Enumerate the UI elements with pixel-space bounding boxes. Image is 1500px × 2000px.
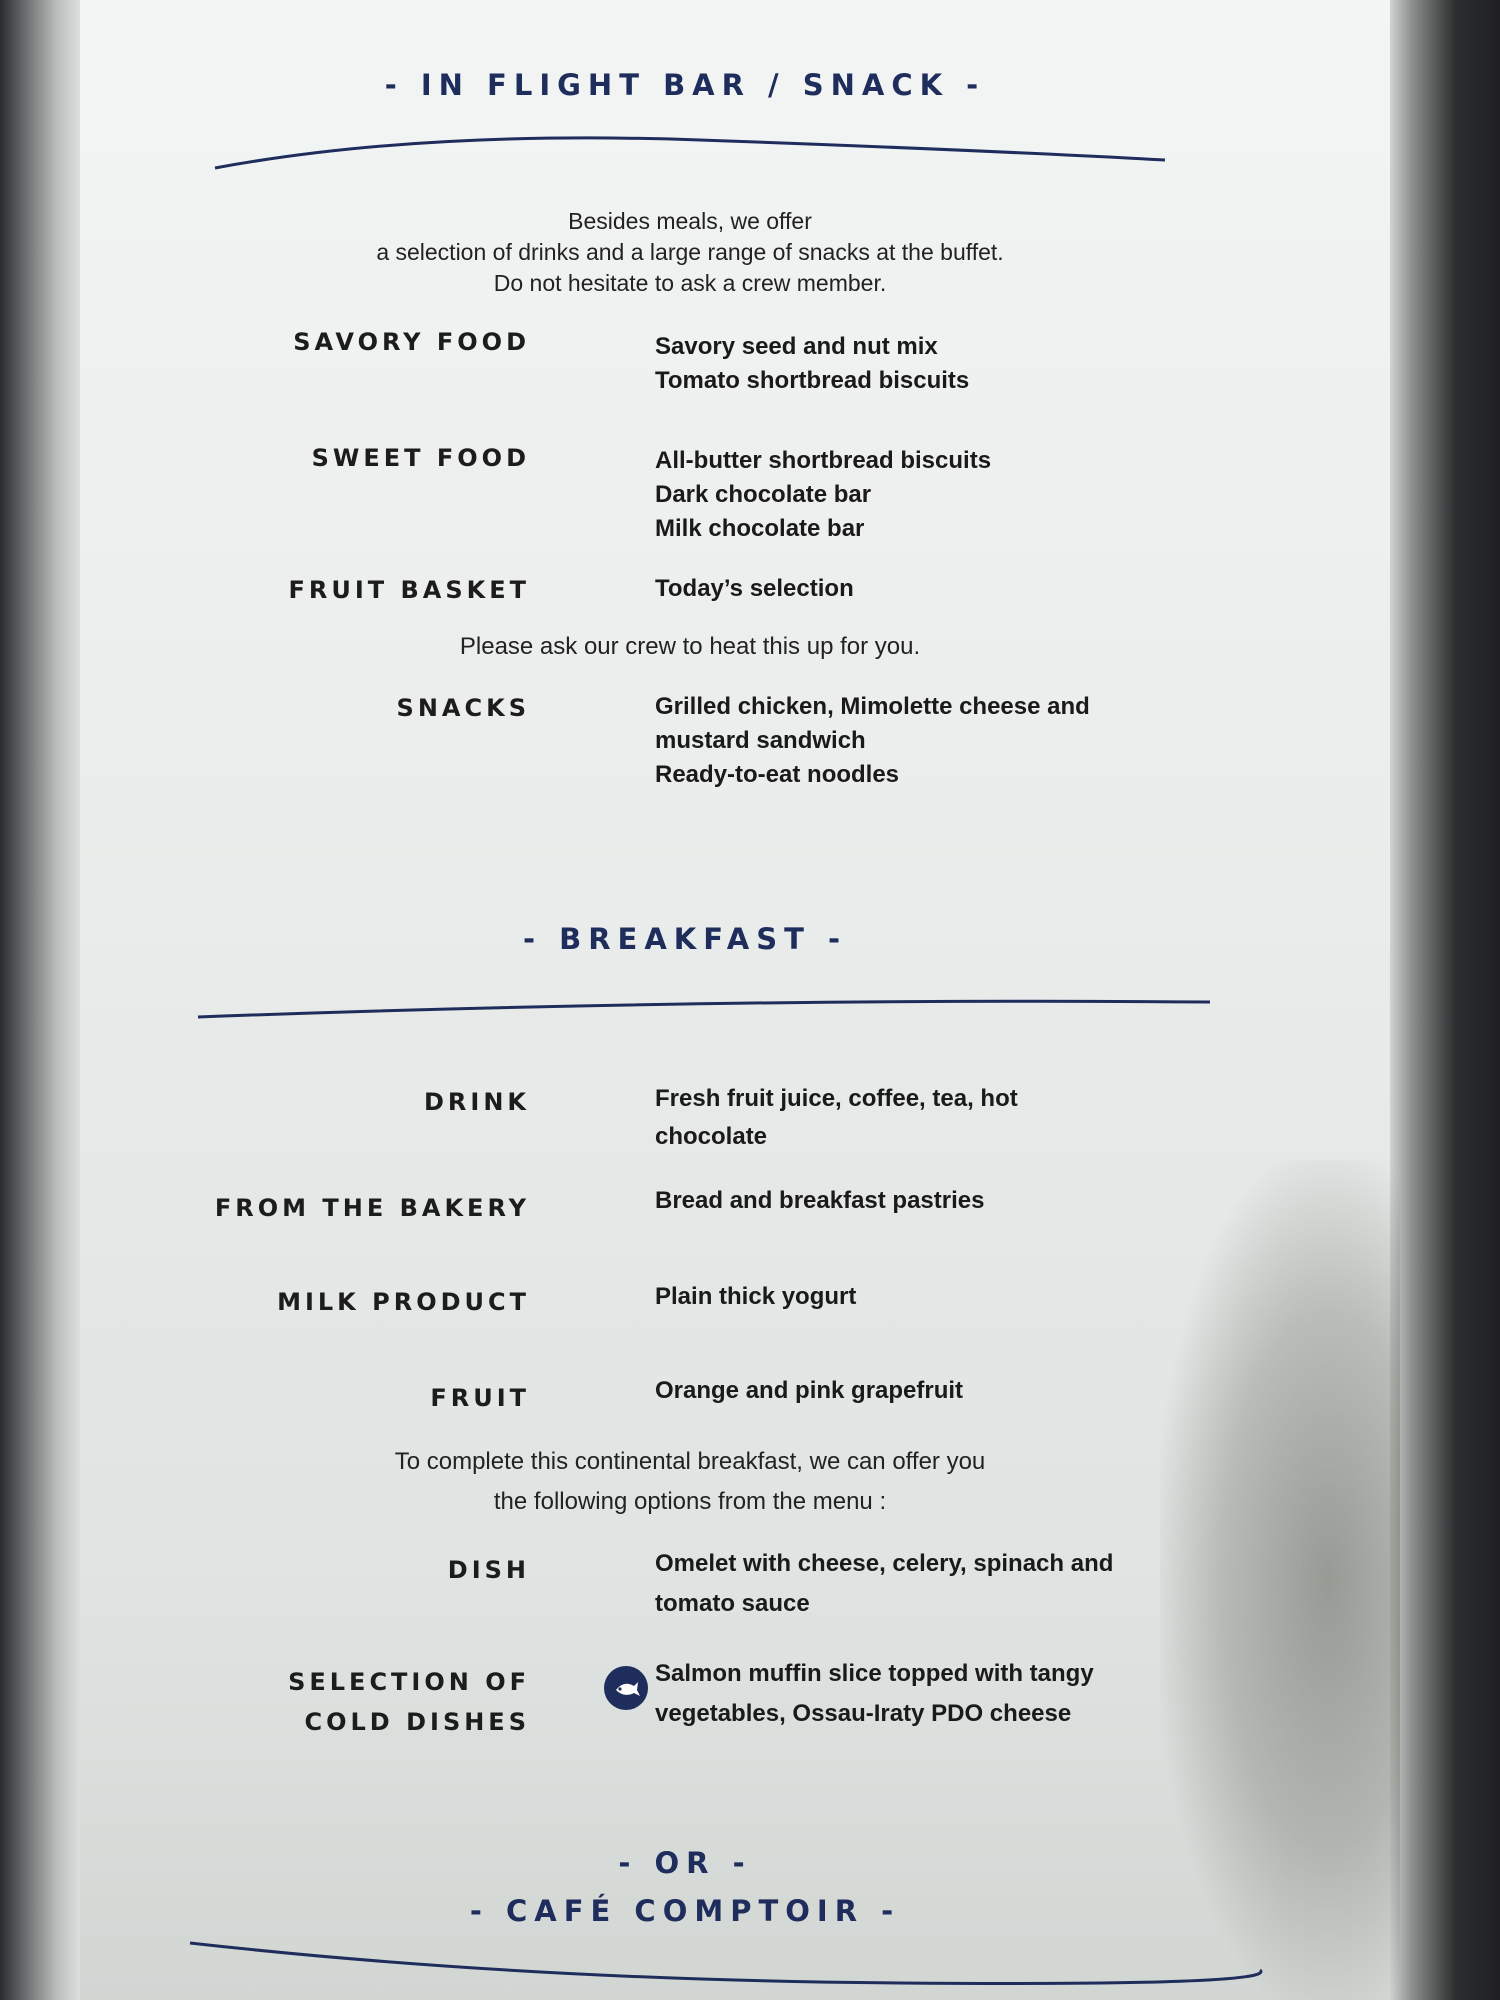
category-label: DISH [447, 1556, 530, 1584]
category-label: DRINK [423, 1088, 530, 1116]
menu-item: Milk chocolate bar [655, 515, 865, 542]
menu-item: Today’s selection [655, 575, 854, 602]
category-items [655, 1080, 1215, 1156]
category-items [655, 330, 1215, 398]
category-label-line: COLD DISHES [304, 1708, 530, 1736]
category-label: SNACKS [396, 694, 530, 722]
menu-item: Salmon muffin slice topped with tangy [655, 1660, 1094, 1687]
options-note [240, 1442, 1140, 1522]
category-items [655, 1654, 1215, 1734]
menu-item: tomato sauce [655, 1590, 810, 1617]
breakfast-section-rule [198, 1001, 1210, 1017]
breakfast-section-title: - BREAKFAST - [522, 922, 848, 956]
heat-note: Please ask our crew to heat this up for you. [459, 633, 921, 660]
category-label: FROM THE BAKERY [214, 1194, 530, 1222]
fish-icon-glyph [604, 1666, 648, 1710]
menu-item: Grilled chicken, Mimolette cheese and [655, 693, 1090, 720]
category-items [655, 444, 1215, 546]
bar-intro [240, 206, 1140, 299]
menu-item: Ready-to-eat noodles [655, 761, 900, 788]
options-note-line: the following options from the menu : [493, 1488, 887, 1515]
hand-shadow [1160, 1160, 1400, 2000]
menu-item: Omelet with cheese, celery, spinach and [655, 1550, 1114, 1577]
category-label [190, 1662, 530, 1742]
menu-item: chocolate [655, 1123, 768, 1150]
category-items [655, 1280, 1215, 1314]
category-label: SWEET FOOD [311, 444, 530, 472]
menu-item: Dark chocolate bar [655, 481, 872, 508]
menu-item: All-butter shortbread biscuits [655, 447, 992, 474]
category-label: FRUIT BASKET [288, 576, 530, 604]
bar-intro-line: Do not hesitate to ask a crew member. [493, 270, 887, 296]
menu-item: Orange and pink grapefruit [655, 1377, 964, 1404]
category-items [655, 690, 1215, 792]
category-label: FRUIT [430, 1384, 530, 1412]
category-items [655, 1544, 1215, 1624]
menu-item: Plain thick yogurt [655, 1283, 857, 1310]
menu-item: Tomato shortbread biscuits [655, 367, 970, 394]
fish-icon [604, 1666, 648, 1710]
category-items [655, 1184, 1215, 1218]
menu-item: vegetables, Ossau-Iraty PDO cheese [655, 1700, 1072, 1727]
menu-item: Bread and breakfast pastries [655, 1187, 985, 1214]
bar-intro-line: Besides meals, we offer [568, 208, 812, 234]
cafe-section-title: - CAFÉ COMPTOIR - [469, 1894, 901, 1928]
menu-item: Fresh fruit juice, coffee, tea, hot [655, 1085, 1018, 1112]
bar-intro-line: a selection of drinks and a large range of snacks at the buffet. [376, 239, 1004, 265]
category-label-line: SELECTION OF [288, 1668, 530, 1696]
category-label: SAVORY FOOD [293, 328, 530, 356]
category-label: MILK PRODUCT [277, 1288, 530, 1316]
menu-item: Savory seed and nut mix [655, 333, 938, 360]
or-divider: - OR - [618, 1846, 752, 1880]
bar-section-rule [215, 138, 1165, 168]
cafe-section-rule [190, 1943, 1261, 1983]
menu-item: mustard sandwich [655, 727, 866, 754]
bar-section-title: - IN FLIGHT BAR / SNACK - [384, 68, 986, 102]
options-note-line: To complete this continental breakfast, we can offer you [394, 1448, 986, 1475]
category-items [655, 572, 1215, 606]
category-items [655, 1374, 1215, 1408]
